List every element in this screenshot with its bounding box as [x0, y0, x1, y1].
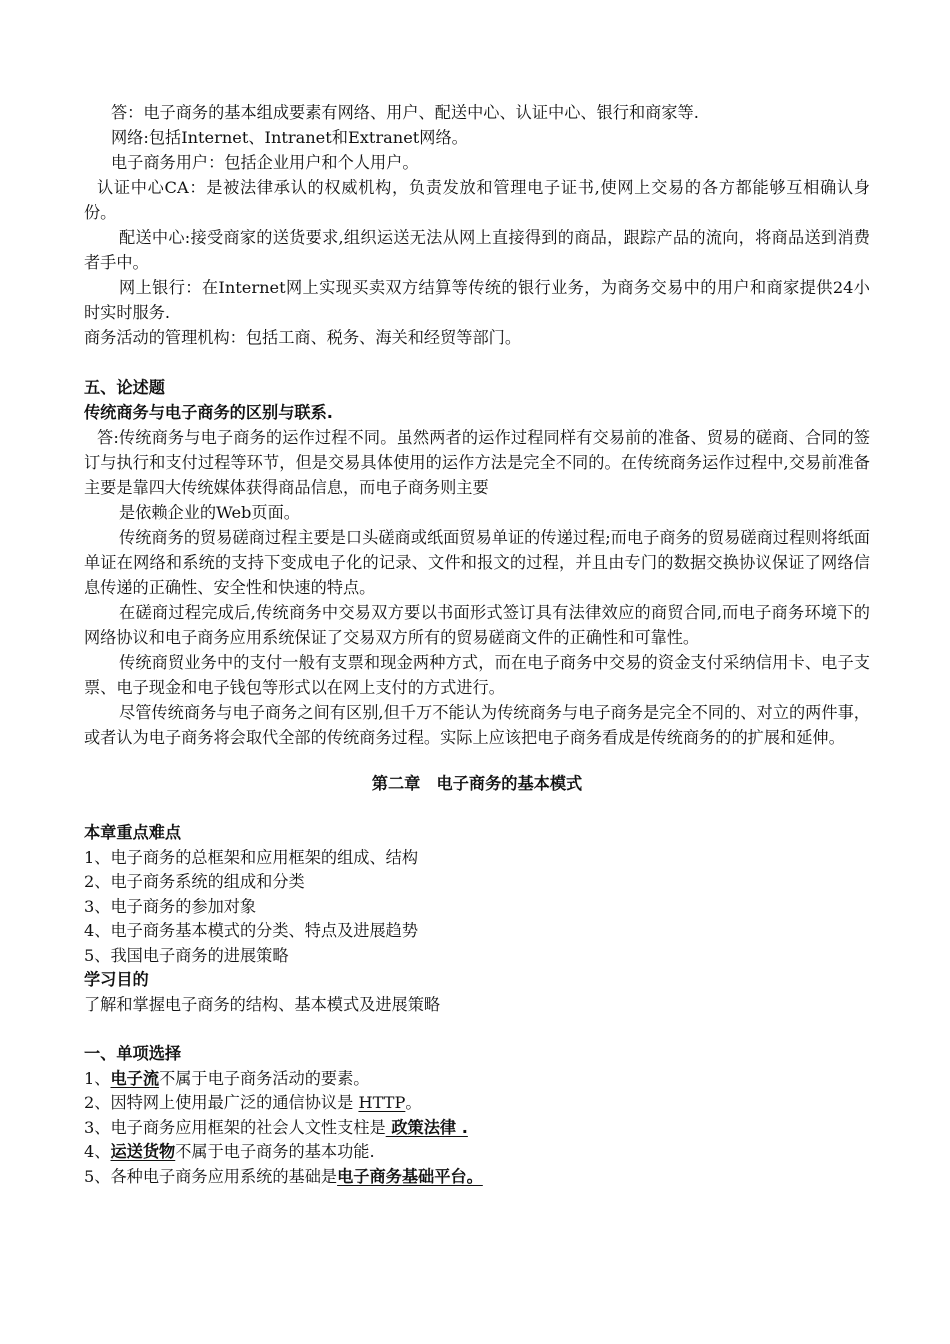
answer-paragraph-ca: 认证中心CA：是被法律承认的权威机构，负责发放和管理电子证书,使网上交易的各方都能够互相确认身份。	[84, 178, 870, 222]
question-text: 3、电子商务应用框架的社会人文性支柱是	[84, 1117, 386, 1137]
answer-text: 电子商务基础平台。	[337, 1166, 483, 1186]
question-text: 5、各种电子商务应用系统的基础是	[84, 1166, 338, 1186]
essay-paragraph-1: 答:传统商务与电子商务的运作过程不同。虽然两者的运作过程同样有交易前的准备、贸易的磋商、合同的签订与执行和支付过程等环节，但是交易具体使用的运作方法是完全不同的。在传统商务运作过程中,交易前准备主要是靠四大传统媒体获得商品信息，而电子商务则主要	[84, 428, 870, 497]
key-point-item: 1、电子商务的总框架和应用框架的组成、结构	[84, 847, 419, 867]
chapter-title: 第二章 电子商务的基本模式	[371, 774, 583, 793]
answer-line-7: 商务活动的管理机构：包括工商、税务、海关和经贸等部门。	[84, 328, 522, 347]
question-text: 不属于电子商务的基本功能.	[175, 1142, 375, 1161]
question-number: 1、	[84, 1068, 111, 1088]
goal-text: 了解和掌握电子商务的结构、基本模式及进展策略	[84, 994, 441, 1014]
key-point-item: 4、电子商务基本模式的分类、特点及进展趋势	[84, 921, 419, 940]
essay-section	[84, 375, 870, 750]
answer-line-2: 网络:包括Internet、Intranet和Extranet网络。	[111, 128, 468, 147]
goal-heading: 学习目的	[84, 970, 149, 989]
single-choice-heading: 一、单项选择	[84, 1044, 182, 1063]
answer-paragraph-bank: 网上银行：在Internet网上实现买卖双方结算等传统的银行业务，为商务交易中的用户和商家提供24小时实时服务.	[84, 278, 870, 322]
choice-question-3	[84, 1116, 870, 1141]
answer-text: 运送货物	[110, 1142, 176, 1161]
key-point-item: 3、电子商务的参加对象	[84, 896, 257, 916]
key-point-item: 5、我国电子商务的进展策略	[84, 945, 289, 965]
answer-line-3: 电子商务用户：包括企业用户和个人用户。	[111, 153, 419, 172]
question-text: 2、因特网上使用最广泛的通信协议是	[84, 1093, 359, 1112]
essay-paragraph-2: 传统商务的贸易磋商过程主要是口头磋商或纸面贸易单证的传递过程;而电子商务的贸易磋商过程则将纸面单证在网络和系统的支持下变成电子化的记录、文件和报文的过程，并且由专门的数据交换协议保证了网络信息传递的正确性、安全性和快速的特点。	[84, 528, 870, 597]
key-point-item: 2、电子商务系统的组成和分类	[84, 872, 305, 891]
document-page	[84, 100, 870, 1189]
answer-text: HTTP	[358, 1093, 406, 1112]
answer-text: 电子流	[110, 1068, 160, 1088]
key-points-heading: 本章重点难点	[84, 823, 182, 842]
answer-text: 政策法律 .	[385, 1117, 468, 1137]
answer-block	[84, 100, 870, 350]
essay-question: 传统商务与电子商务的区别与联系.	[84, 403, 333, 422]
single-choice-section	[84, 1042, 870, 1189]
chapter-key-points	[84, 821, 870, 1017]
choice-question-1	[84, 1067, 870, 1092]
essay-paragraph-1-tail: 是依赖企业的Web页面。	[119, 503, 300, 522]
choice-question-5	[84, 1165, 870, 1190]
answer-paragraph-delivery: 配送中心:接受商家的送货要求,组织运送无法从网上直接得到的商品，跟踪产品的流向，将商品送到消费者手中。	[84, 228, 870, 272]
choice-question-4	[84, 1140, 870, 1165]
question-text: 不属于电子商务活动的要素。	[159, 1068, 370, 1088]
choice-question-2	[84, 1091, 870, 1116]
essay-paragraph-5: 尽管传统商务与电子商务之间有区别,但千万不能认为传统商务与电子商务是完全不同的、对立的两件事，或者认为电子商务将会取代全部的传统商务过程。实际上应该把电子商务看成是传统商务的的扩展和延伸。	[84, 703, 870, 747]
question-text: 。	[405, 1093, 422, 1112]
question-number: 4、	[84, 1142, 111, 1161]
answer-line-1: 答：电子商务的基本组成要素有网络、用户、配送中心、认证中心、银行和商家等.	[111, 103, 699, 122]
essay-paragraph-3: 在磋商过程完成后,传统商务中交易双方要以书面形式签订具有法律效应的商贸合同,而电子商务环境下的网络协议和电子商务应用系统保证了交易双方所有的贸易磋商文件的正确性和可靠性。	[84, 603, 870, 647]
essay-paragraph-4: 传统商贸业务中的支付一般有支票和现金两种方式，而在电子商务中交易的资金支付采纳信用卡、电子支票、电子现金和电子钱包等形式以在网上支付的方式进行。	[84, 653, 870, 697]
essay-heading: 五、论述题	[84, 378, 165, 397]
